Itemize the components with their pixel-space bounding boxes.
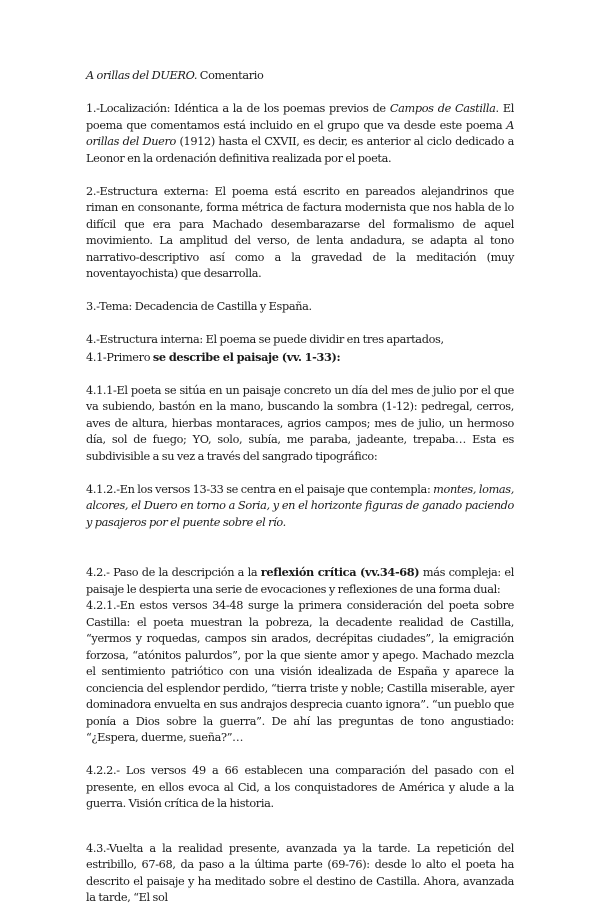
section-4-estructura-interna: 4.-Estructura interna: El poema se puede dividir en tres apartados, (86, 333, 444, 346)
section-4-1-2: 4.1.2.-En los versos 13-33 se centra en el paisaje que contempla: montes, lomas, alcores, el Duero en torno a Soria, y en el horizonte figuras de ganado paciendo y pasajeros por el puente sobre el río. (86, 482, 514, 529)
section-4-1-heading: 4.1-Primero se describe el paisaje (vv. 1-33): (86, 349, 341, 364)
section-1-localizacion: 1.-Localización: Idéntica a la de los poemas previos de Campos de Castilla. El poema que comentamos está incluido en el grupo que va desde este poema A orillas del Duero (1912) hasta el CXVII, es decir, es anterior al ciclo dedicado a Leonor en la ordenación definitiva realizada por el poeta. (86, 102, 514, 165)
document-title: A orillas del DUERO. Comentario (86, 69, 264, 82)
section-4-3: 4.3.-Vuelta a la realidad presente, avanzada ya la tarde. La repetición del estribillo, 67-68, da paso a la última parte (69-76): desde lo alto el poeta ha descrito el paisaje y ha meditado sobre el destino de Castilla. Ahora, avanzada la tarde, “El sol (86, 841, 514, 904)
section-2-estructura-externa: 2.-Estructura externa: El poema está escrito en pareados alejandrinos que riman en consonante, forma métrica de factura modernista que nos habla de lo difícil que era para Machado desembarazarse del formalismo de aquel movimiento. La amplitud del verso, de lenta andadura, se adapta al tono narrativo-descriptivo así como a la gravedad de la meditación (muy noventayochista) que desarrolla. (86, 184, 514, 280)
section-3-tema: 3.-Tema: Decadencia de Castilla y España. (86, 300, 312, 313)
section-4-2: 4.2.- Paso de la descripción a la reflexión crítica (vv.34-68) más compleja: el paisaje le despierta una serie de evocaciones y reflexiones de una forma dual: (86, 565, 514, 596)
document-body (86, 68, 514, 907)
section-4-1-1: 4.1.1-El poeta se sitúa en un paisaje concreto un día del mes de julio por el que va subiendo, bastón en la mano, buscando la sombra (1-12): pedregal, cerros, aves de altura, hierbas montaraces, agrios campos; mes de julio, un hermoso día, sol de fuego; YO, solo, subía, me paraba, jadeante, trepaba… Esta es subdivisible a su vez a través del sangrado tipográfico: (86, 383, 514, 463)
section-4-2-2: 4.2.2.- Los versos 49 a 66 establecen una comparación del pasado con el presente, en ellos evoca al Cid, a los conquistadores de América y alude a la guerra. Visión crítica de la historia. (86, 764, 514, 810)
section-4-2-1: 4.2.1.-En estos versos 34-48 surge la primera consideración del poeta sobre Castilla: el poeta muestran la pobreza, la decadente realidad de Castilla, “yermos y roquedas, campos sin arados, decrépitas ciudades”, la emigración forzosa, “atónitos palurdos”, por la que siente amor y apego. Machado mezcla el sentimiento patriótico con una visión idealizada de España y aparece la conciencia del esplendor perdido, “tierra triste y noble; Castilla miserable, ayer dominadora envuelta en sus andrajos desprecia cuanto ignora”. “un pueblo que ponía a Dios sobre la guerra”. De ahí las preguntas de tono angustiado: “¿Espera, duerme, sueña?”… (86, 599, 514, 744)
